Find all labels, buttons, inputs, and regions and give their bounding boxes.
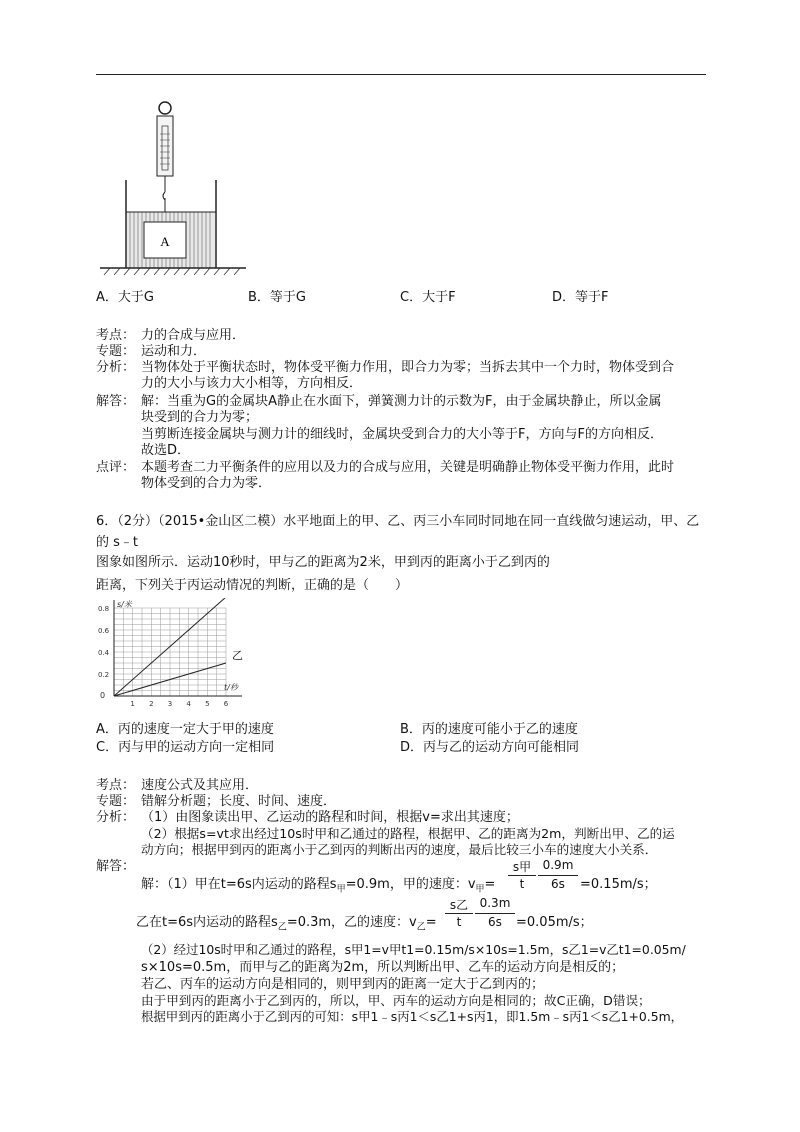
series-label: 乙 — [232, 649, 243, 662]
top-rule — [96, 74, 706, 75]
y-tick-label: 0.4 — [98, 649, 110, 657]
chart-axes — [114, 600, 242, 696]
y-tick-label: 0.2 — [98, 671, 110, 679]
q5-fenxi-label: 分析： — [96, 360, 136, 375]
q5-jieda-line: 块受到的合力为零； — [141, 410, 259, 425]
fraction-s-yi-over-t: s乙 t — [445, 896, 473, 932]
q5-option-a: A．大于G — [96, 290, 154, 305]
q6-fenxi-line: （2）根据s=vt求出经过10s时甲和乙通过的路程，根据甲、乙的距离为2m，判断出甲、乙的运 — [141, 826, 675, 841]
q5-kaodian-label: 考点： — [96, 328, 136, 343]
scale-ring — [159, 102, 171, 114]
x-tick-label: 3 — [167, 700, 173, 708]
q5-option-c: C．大于F — [400, 290, 456, 305]
q5-jieda-line: 故选D． — [141, 443, 191, 458]
q6-fenxi-label: 分析： — [96, 810, 136, 825]
q6-solve-line: 若乙、丙车的运动方向是相同的，则甲到丙的距离一定大于乙到丙的； — [141, 977, 545, 992]
q5-fenxi-line: 力的大小与该力大小相等，方向相反． — [141, 376, 363, 391]
q5-zhuanti-label: 专题： — [96, 344, 136, 359]
block-a-label: A — [160, 234, 170, 249]
q5-fenxi-line: 当物体处于平衡状态时，物体受平衡力作用，即合力为零；当拆去其中一个力时，物体受到合 — [141, 360, 675, 375]
x-tick-label: 5 — [205, 700, 210, 708]
x-tick-label: 4 — [186, 700, 191, 708]
q6-fenxi-line: 动方向；根据甲到丙的距离小于乙到丙的判断出丙的速度，最后比较三小车的速度大小关系． — [141, 842, 658, 857]
q5-option-b: B．等于G — [248, 290, 306, 305]
x-tick-label: 2 — [149, 700, 154, 708]
q6-stem-line: 6．（2分）（2015•金山区二模）水平地面上的甲、乙、丙三小车同时同地在同一直线做匀速运动，甲、乙 — [96, 514, 700, 529]
q6-option-d: D．丙与乙的运动方向可能相同 — [400, 740, 580, 755]
chart-series — [114, 598, 243, 696]
y-tick-label: 0.8 — [98, 605, 110, 613]
q5-dianping-label: 点评： — [96, 460, 136, 475]
y-axis-label: s/米 — [117, 600, 132, 609]
x-tick-label: 6 — [223, 700, 229, 708]
q6-option-c: C．丙与甲的运动方向一定相同 — [96, 740, 275, 755]
q6-zhuanti-label: 专题： — [96, 794, 136, 809]
q5-jieda-line: 解：当重为G的金属块A静止在水面下，弹簧测力计的示数为F，由于金属块静止，所以金属 — [141, 394, 662, 409]
q6-jieda-label: 解答： — [96, 859, 136, 874]
x-tick-label: 1 — [130, 700, 135, 708]
q6-solve-line1: 解：（1）甲在t=6s内运动的路程$s_甲=0.9m$，甲的速度：$v_甲=$ — [141, 877, 496, 895]
q6-zhuanti: 错解分析题；长度、时间、速度． — [141, 794, 337, 809]
fraction-value-2: 0.3m 6s — [475, 896, 515, 932]
fraction-s-jia-over-t: s甲 t — [508, 858, 536, 894]
q5-kaodian: 力的合成与应用． — [141, 328, 246, 343]
q6-solve-line: 由于甲到丙的距离小于乙到丙的，所以，甲、丙车的运动方向是相同的；故C正确，D错误； — [141, 993, 651, 1008]
q6-stem-line: 的 s﹣t — [96, 535, 139, 550]
st-chart — [92, 598, 252, 710]
q6-kaodian: 速度公式及其应用． — [141, 778, 259, 793]
q6-stem-line: 距离，下列关于丙运动情况的判断，正确的是（ ） — [96, 578, 409, 593]
chart-grid — [114, 608, 226, 696]
q6-option-b: B．丙的速度可能小于乙的速度 — [400, 722, 578, 737]
q6-kaodian-label: 考点： — [96, 778, 136, 793]
q6-solve-line2: 乙在t=6s内运动的路程$s_乙=0.3m$，乙的速度：$v_乙=$ — [136, 915, 437, 933]
q5-option-d: D．等于F — [552, 290, 609, 305]
q5-jieda-line: 当剪断连接金属块与测力计的细线时，金属块受到合力的大小等于F，方向与F的方向相反． — [141, 427, 663, 442]
x-axis-label: t/秒 — [224, 683, 238, 692]
fraction-value-1: 0.9m 6s — [538, 858, 578, 894]
q5-zhuanti: 运动和力． — [141, 344, 207, 359]
q5-dianping-line: 物体受到的合力为零． — [141, 476, 272, 491]
spring-scale-figure — [96, 100, 256, 280]
q6-solve-line: s×10s=0.5m，而甲与乙的距离为2m，所以判断出甲、乙车的运动方向是相反的； — [141, 960, 625, 975]
q5-jieda-label: 解答： — [96, 394, 136, 409]
q5-dianping-line: 本题考查二力平衡条件的应用以及力的合成与应用，关键是明确静止物体受平衡力作用，此时 — [141, 460, 675, 475]
ground-hatching — [104, 268, 240, 275]
q6-option-a: A．丙的速度一定大于甲的速度 — [96, 722, 274, 737]
q6-fenxi-line: （1）由图象读出甲、乙运动的路程和时间，根据v=求出其速度； — [141, 810, 519, 825]
q6-solve-line: 根据甲到丙的距离小于乙到丙的可知：s甲1﹣s丙1＜s乙1+s丙1，即1.5m﹣s丙1＜s乙1+0.5m， — [141, 1009, 684, 1024]
q6-solve-line: （2）经过10s时甲和乙通过的路程，s甲1=v甲t1=0.15m/s×10s=1.5m，s乙1=v乙t1=0.05m/ — [141, 942, 686, 957]
origin-label: 0 — [100, 691, 106, 700]
q6-solve-line2-result: =0.05m/s； — [516, 915, 593, 930]
y-tick-label: 0.6 — [98, 627, 110, 635]
q6-stem-line: 图象如图所示．运动10秒时，甲与乙的距离为2米，甲到丙的距离小于乙到丙的 — [96, 555, 550, 570]
q6-solve-line1-result: =0.15m/s； — [580, 877, 657, 892]
